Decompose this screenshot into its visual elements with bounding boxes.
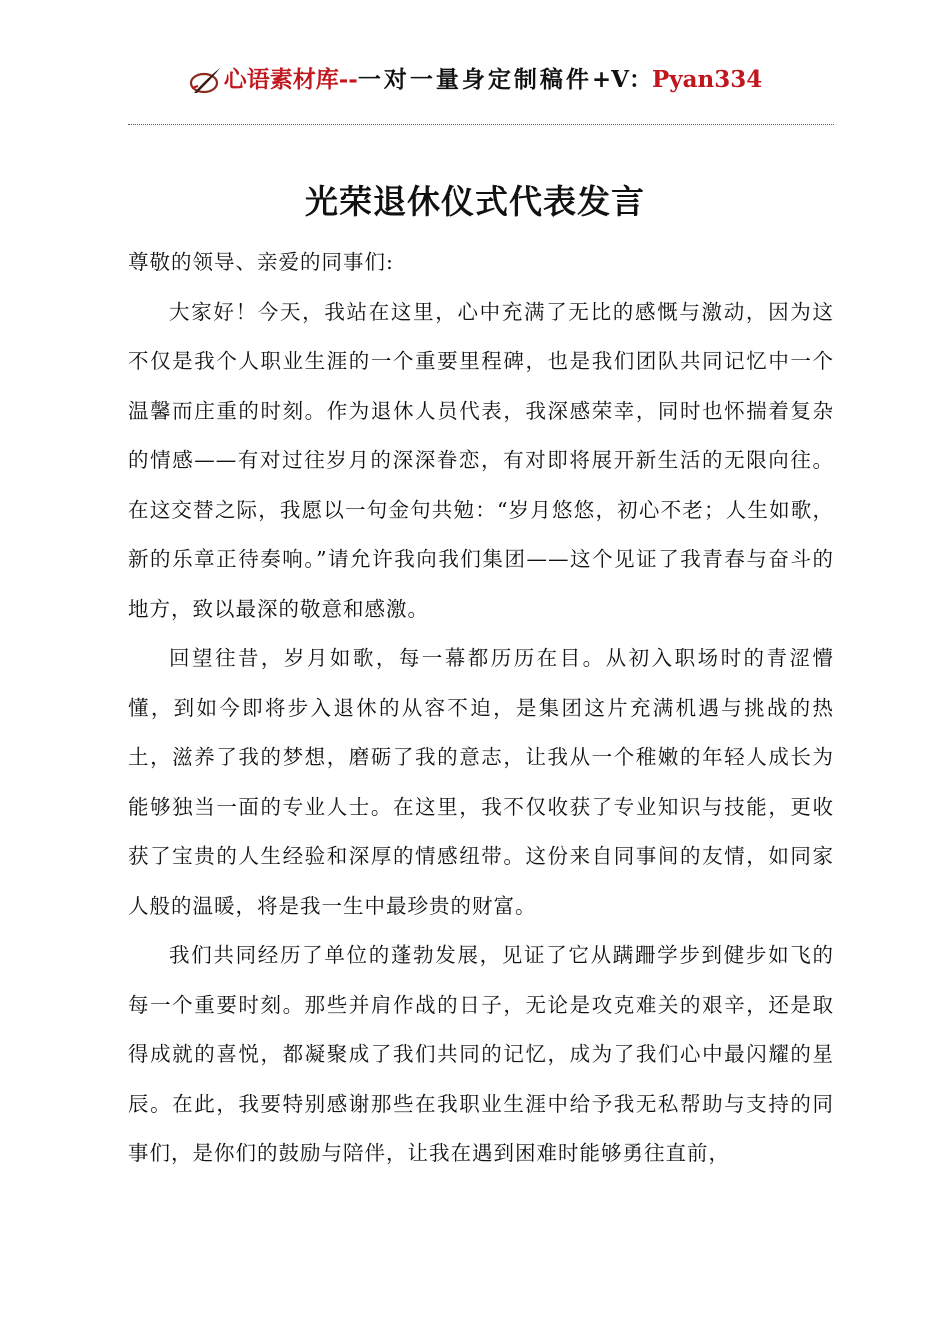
wechat-id: Pyan334 (651, 66, 763, 93)
salutation: 尊敬的领导、亲爱的同事们: (128, 250, 394, 274)
header-separator: -- (338, 66, 358, 93)
document-title: 光荣退休仪式代表发言 (305, 182, 645, 221)
header-divider (128, 124, 834, 125)
page-header (0, 62, 950, 98)
header-slogan: 一对一量身定制稿件 (357, 66, 592, 93)
contact-prefix: +V： (591, 66, 652, 93)
brand-name: 心语素材库 (223, 66, 339, 93)
paragraph-2: 回望往昔，岁月如歌，每一幕都历历在目。从初入职场时的青涩懵懂，到如今即将步入退休的从容不迫，是集团这片充满机遇与挑战的热土，滋养了我的梦想，磨砺了我的意志，让我从一个稚嫩的年轻人成长为能够独当一面的专业人士。在这里，我不仅收获了专业知识与技能，更收获了宝贵的人生经验和深厚的情感纽带。这份来自同事间的友情，如同家人般的温暖，将是我一生中最珍贵的财富。 (128, 646, 834, 918)
paragraph-1: 大家好！今天，我站在这里，心中充满了无比的感慨与激动，因为这不仅是我个人职业生涯的一个重要里程碑，也是我们团队共同记忆中一个温馨而庄重的时刻。作为退休人员代表，我深感荣幸，同时也怀揣着复杂的情感——有对过往岁月的深深眷恋，有对即将展开新生活的无限向往。在这交替之际，我愿以一句金句共勉：“岁月悠悠，初心不老；人生如歌，新的乐章正待奏响。”请允许我向我们集团——这个见证了我青春与奋斗的地方，致以最深的敬意和感激。 (128, 299, 834, 621)
paragraph-3: 我们共同经历了单位的蓬勃发展，见证了它从蹒跚学步到健步如飞的每一个重要时刻。那些并肩作战的日子，无论是攻克难关的艰辛，还是取得成就的喜悦，都凝聚成了我们共同的记忆，成为了我们心中最闪耀的星辰。在此，我要特别感谢那些在我职业生涯中给予我无私帮助与支持的同事们，是你们的鼓励与陪伴，让我在遇到困难时能够勇往直前， (128, 943, 834, 1165)
quill-logo-icon (188, 66, 222, 96)
document-body (128, 238, 834, 1179)
